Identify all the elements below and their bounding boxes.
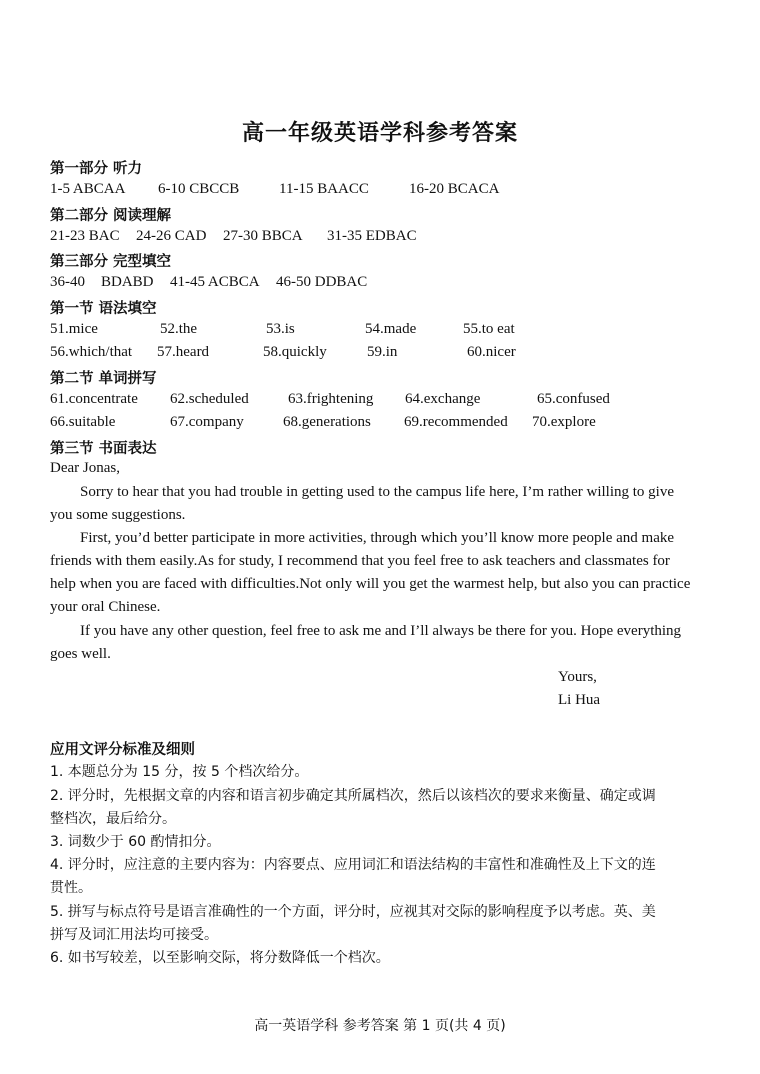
answer-group: 6-10 CBCCB xyxy=(158,181,240,197)
answer-item: 60.nicer xyxy=(467,344,516,360)
answer-item: 66.suitable xyxy=(50,414,116,430)
criteria-line: 贯性。 xyxy=(50,880,92,896)
answer-group: 24-26 CAD xyxy=(136,228,207,244)
listening-heading: 第一部分 听力 xyxy=(50,161,143,177)
letter-line: First, you’d better participate in more activities, through which you’ll know more people and make xyxy=(80,530,675,546)
answer-group: BDABD xyxy=(101,274,154,290)
letter-line: you some suggestions. xyxy=(50,507,186,523)
answer-item: 54.made xyxy=(365,321,417,337)
answer-item: 53.is xyxy=(266,321,295,337)
answer-item: 57.heard xyxy=(157,344,210,360)
page-footer: 高一英语学科 参考答案 第 1 页(共 4 页) xyxy=(254,1018,506,1034)
answer-item: 56.which/that xyxy=(50,344,133,360)
criteria-line: 6. 如书写较差，以至影响交际，将分数降低一个档次。 xyxy=(50,950,390,966)
answer-item: 70.explore xyxy=(532,414,596,430)
answer-item: 69.recommended xyxy=(404,414,508,430)
writing-heading: 第三节 书面表达 xyxy=(50,441,157,457)
answer-item: 65.confused xyxy=(537,391,610,407)
answer-item: 58.quickly xyxy=(263,344,327,360)
answer-item: 51.mice xyxy=(50,321,98,337)
answer-group: 1-5 ABCAA xyxy=(50,181,126,197)
criteria-line: 5. 拼写与标点符号是语言准确性的一个方面，评分时，应视其对交际的影响程度予以考虑。英、美 xyxy=(50,904,656,920)
answer-group: 36-40 xyxy=(50,274,85,290)
cloze-heading: 第三部分 完型填空 xyxy=(50,254,172,270)
letter-signature: Li Hua xyxy=(558,692,601,708)
answer-item: 64.exchange xyxy=(405,391,481,407)
criteria-line: 拼写及词汇用法均可接受。 xyxy=(50,927,218,943)
answer-group: 16-20 BCACA xyxy=(409,181,500,197)
letter-salutation: Dear Jonas, xyxy=(50,460,120,476)
letter-line: friends with them easily.As for study, I recommend that you feel free to ask teachers and classmates for xyxy=(50,553,670,569)
answer-group: 41-45 ACBCA xyxy=(170,274,260,290)
letter-line: your oral Chinese. xyxy=(50,599,161,615)
answer-group: 46-50 DDBAC xyxy=(276,274,368,290)
answer-item: 55.to eat xyxy=(463,321,515,337)
answer-group: 11-15 BAACC xyxy=(279,181,369,197)
answer-item: 67.company xyxy=(170,414,244,430)
answer-item: 63.frightening xyxy=(288,391,374,407)
page-title: 高一年级英语学科参考答案 xyxy=(241,121,518,146)
answer-item: 68.generations xyxy=(283,414,371,430)
criteria-line: 3. 词数少于 60 酌情扣分。 xyxy=(50,834,221,850)
spelling-heading: 第二节 单词拼写 xyxy=(50,371,157,387)
answer-group: 21-23 BAC xyxy=(50,228,120,244)
answer-group: 31-35 EDBAC xyxy=(327,228,417,244)
answer-group: 27-30 BBCA xyxy=(223,228,303,244)
criteria-line: 2. 评分时，先根据文章的内容和语言初步确定其所属档次，然后以该档次的要求来衡量、确定或调 xyxy=(50,788,656,804)
answer-item: 59.in xyxy=(367,344,398,360)
criteria-line: 4. 评分时，应注意的主要内容为：内容要点、应用词汇和语法结构的丰富性和准确性及上下文的连 xyxy=(50,857,656,873)
letter-line: help when you are faced with difficulties.Not only will you get the warmest help, but also you can practice xyxy=(50,576,691,592)
criteria-line: 整档次，最后给分。 xyxy=(50,811,176,827)
answer-item: 52.the xyxy=(160,321,198,337)
letter-line: goes well. xyxy=(50,646,111,662)
letter-closing: Yours, xyxy=(558,669,597,685)
answer-item: 62.scheduled xyxy=(170,391,249,407)
criteria-line: 1. 本题总分为 15 分，按 5 个档次给分。 xyxy=(50,764,309,780)
letter-line: Sorry to hear that you had trouble in getting used to the campus life here, I’m rather willing to give xyxy=(80,484,675,500)
criteria-heading: 应用文评分标准及细则 xyxy=(50,742,195,758)
reading-heading: 第二部分 阅读理解 xyxy=(50,208,172,224)
answer-item: 61.concentrate xyxy=(50,391,138,407)
grammar-heading: 第一节 语法填空 xyxy=(50,301,157,317)
letter-line: If you have any other question, feel free to ask me and I’ll always be there for you. Hope everything xyxy=(80,623,682,639)
